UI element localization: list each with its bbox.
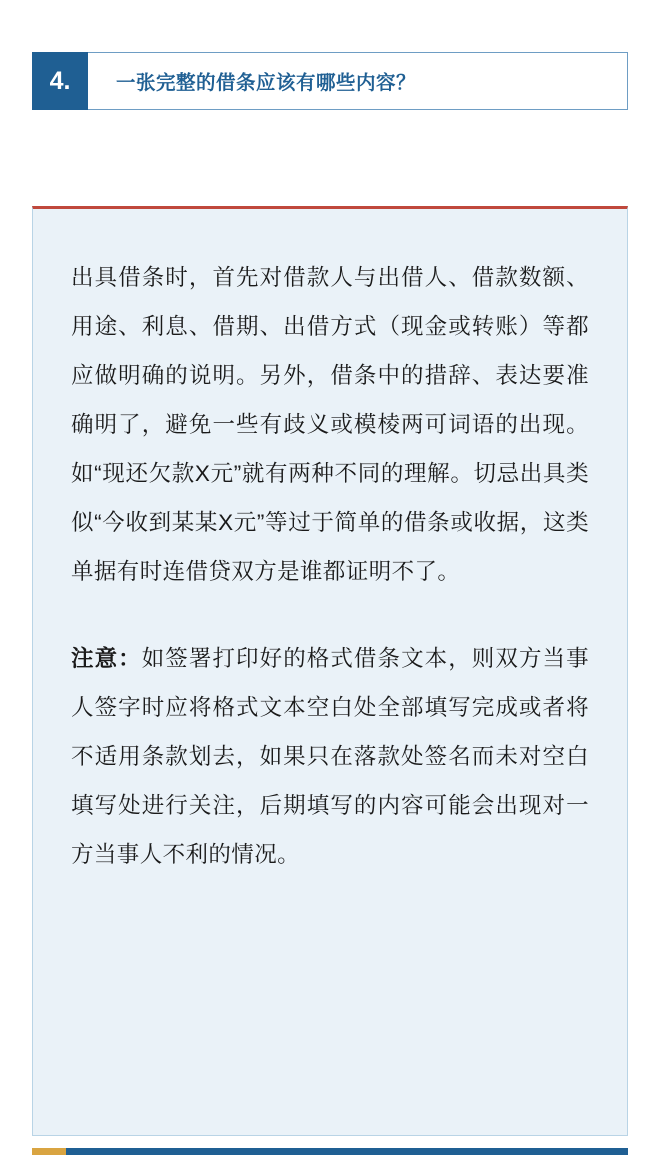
bottom-accent-bars [32,1148,628,1155]
question-header [32,52,628,110]
content-card [32,206,628,1136]
content-body [33,209,627,879]
paragraph-notice [71,634,589,879]
paragraph-main: 出具借条时，首先对借款人与出借人、借款数额、用途、利息、借期、出借方式（现金或转账）等都应做明确的说明。另外，借条中的措辞、表达要准确明了，避免一些有歧义或模棱两可词语的出现。如“现还欠款X元”就有两种不同的理解。切忌出具类似“今收到某某X元”等过于简单的借条或收据，这类单据有时连借贷双方是谁都证明不了。 [71,265,589,584]
question-number: 4. [49,66,71,95]
accent-bar-blue [66,1148,628,1155]
notice-text: 如签署打印好的格式借条文本，则双方当事人签字时应将格式文本空白处全部填写完成或者将不适用条款划去，如果只在落款处签名而未对空白填写处进行关注，后期填写的内容可能会出现对一方当事人不利的情况。 [71,646,589,867]
notice-label: 注意： [71,646,142,671]
question-number-badge [32,52,88,110]
question-title-box [88,52,628,110]
accent-bar-gold [32,1148,66,1155]
page-title: 一张完整的借条应该有哪些内容？ [116,72,417,94]
